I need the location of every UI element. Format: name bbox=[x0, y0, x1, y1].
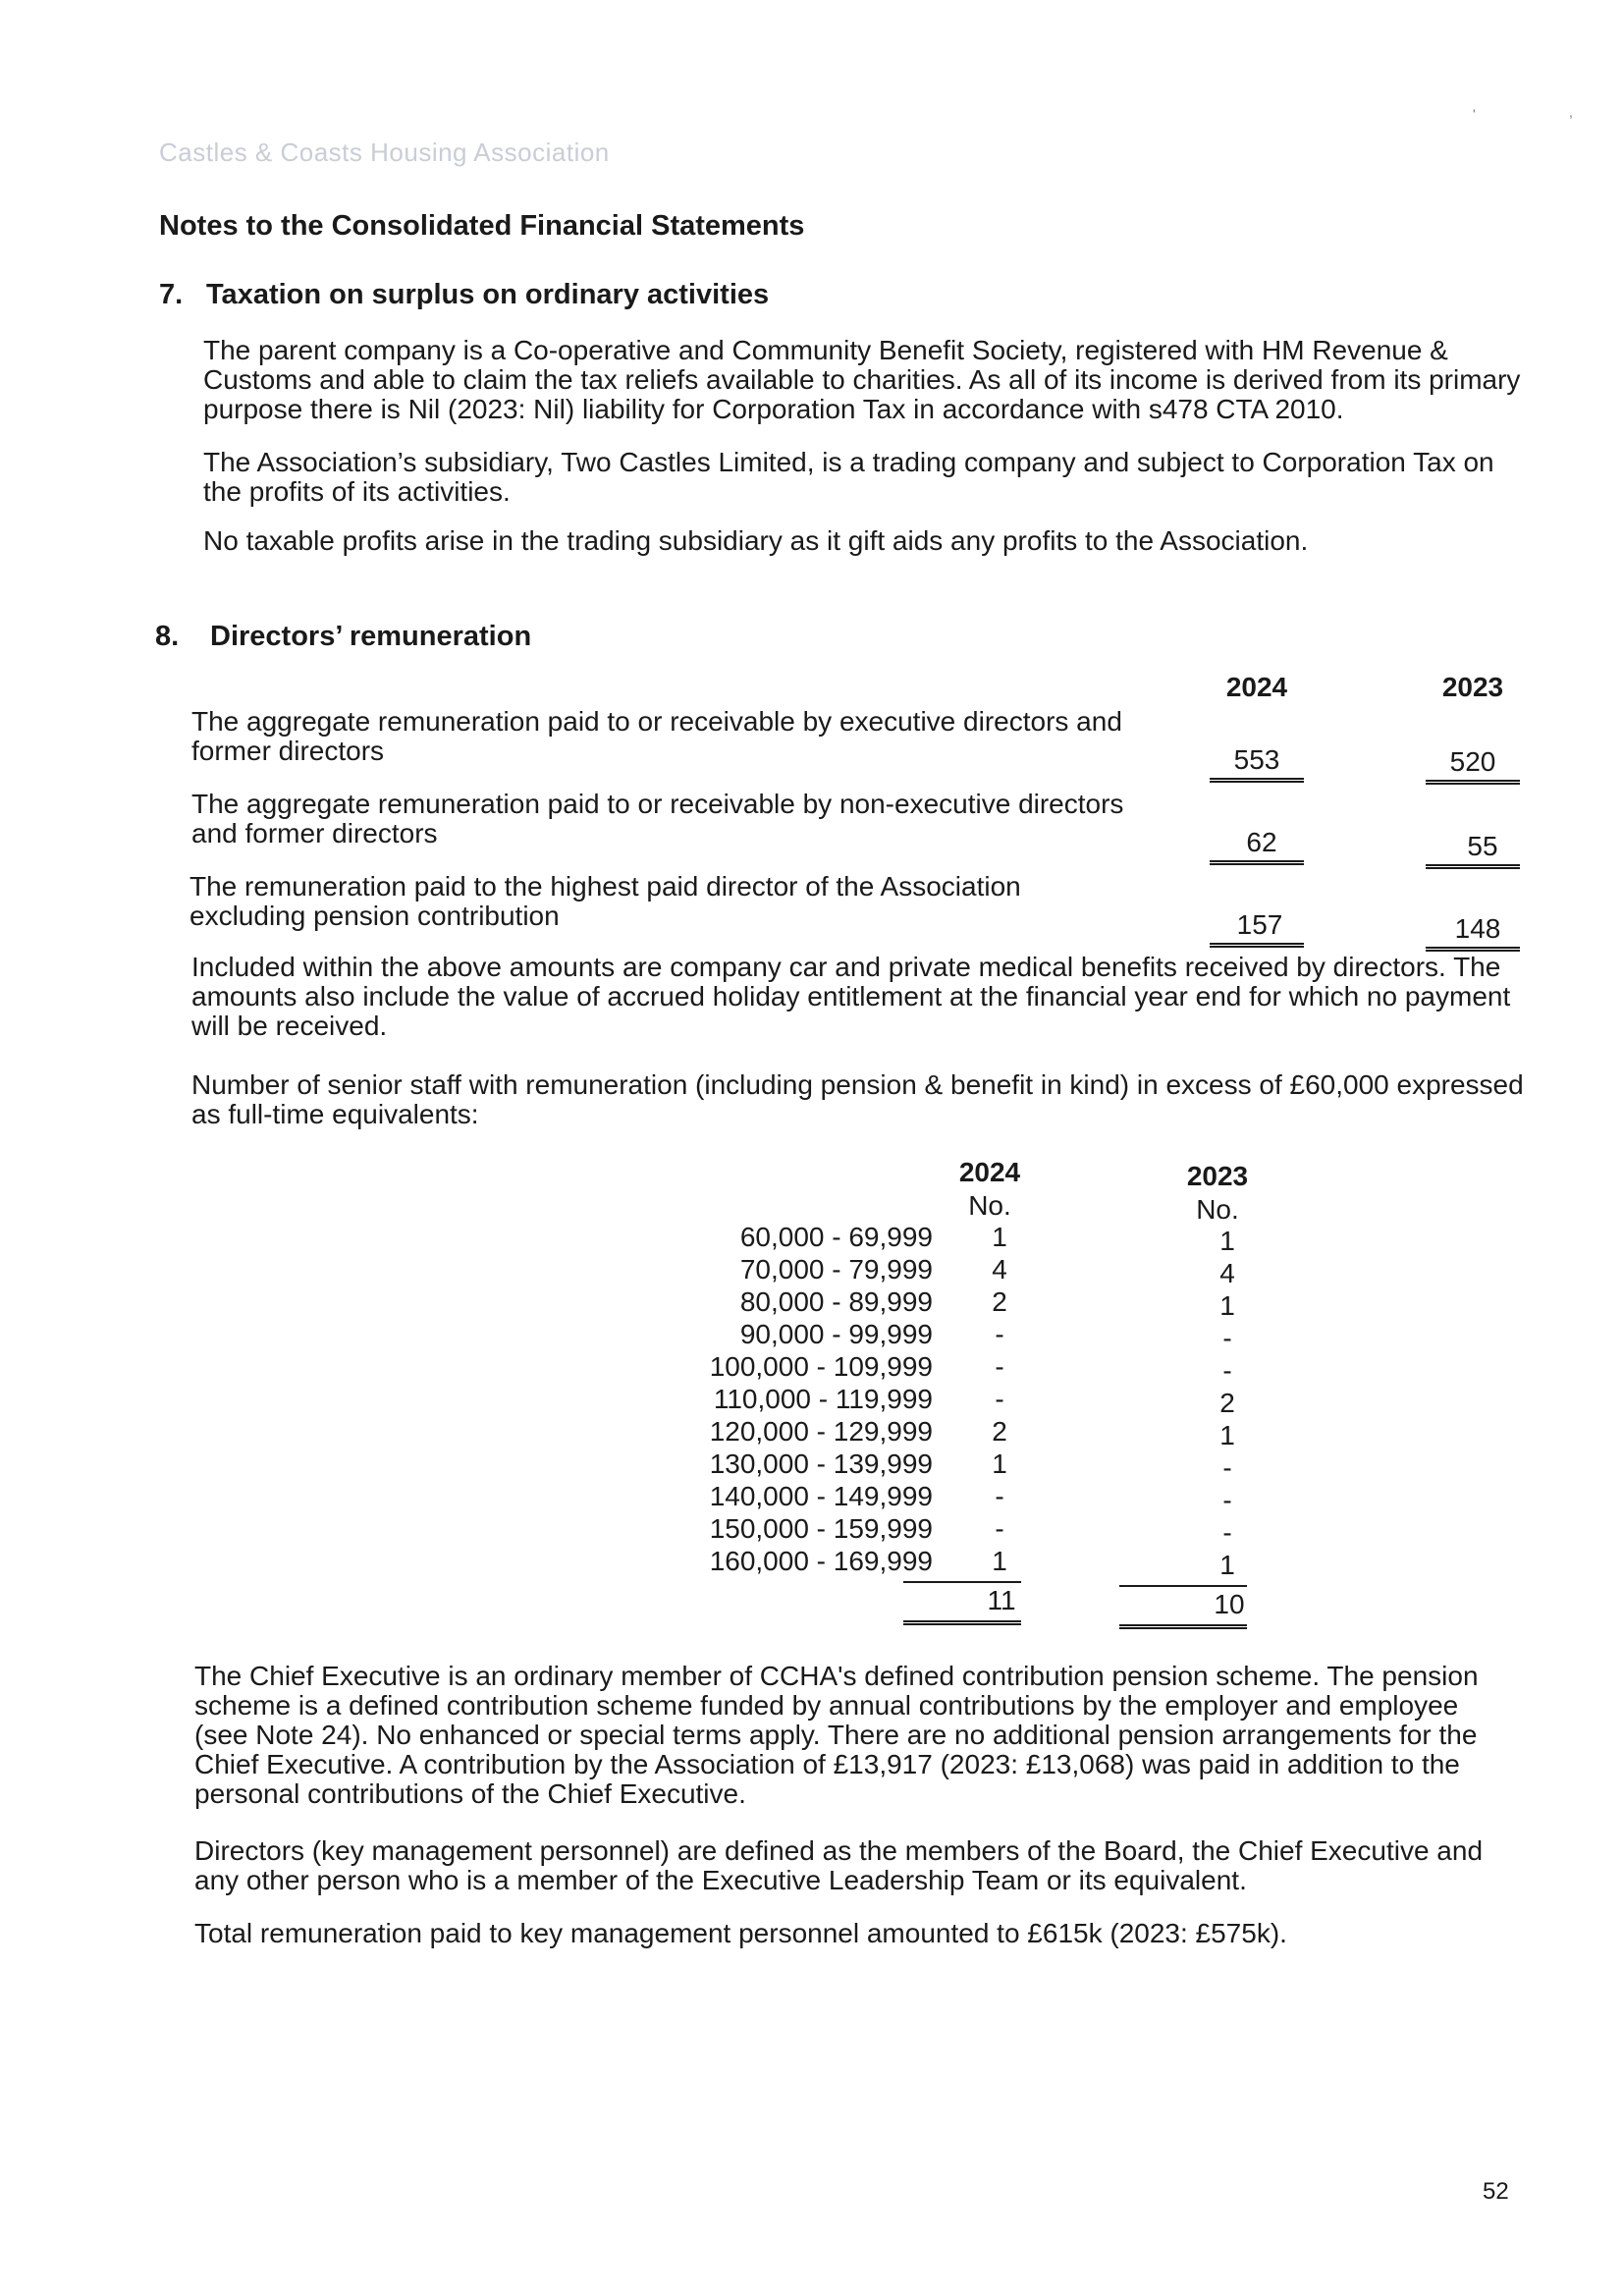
band-label: 70,000 - 79,999 bbox=[739, 1254, 933, 1285]
band-total-2023: 10 bbox=[1214, 1589, 1245, 1619]
double-underline bbox=[903, 1620, 1021, 1625]
year-header-2023: 2023 bbox=[1441, 672, 1504, 702]
band-value-2023: - bbox=[1222, 1323, 1232, 1353]
note-8-number: 8. bbox=[155, 621, 180, 652]
band-label: 60,000 - 69,999 bbox=[739, 1222, 933, 1252]
table-row bbox=[530, 1513, 1325, 1547]
table-row bbox=[530, 1319, 1325, 1352]
band-label: 120,000 - 129,999 bbox=[709, 1416, 933, 1447]
note-8-title: Directors’ remuneration bbox=[210, 621, 532, 652]
band-year-2024: 2024 bbox=[958, 1157, 1021, 1187]
band-label: 140,000 - 149,999 bbox=[709, 1481, 933, 1511]
subtotal-rule bbox=[1119, 1585, 1247, 1587]
double-underline bbox=[1210, 860, 1304, 865]
double-underline bbox=[1210, 943, 1304, 948]
band-value-2024: 1 bbox=[992, 1222, 1007, 1252]
scan-speck: , bbox=[1569, 104, 1573, 120]
table-row bbox=[530, 1286, 1325, 1320]
band-unit-2023: No. bbox=[1196, 1194, 1239, 1225]
remuneration-row-label: The aggregate remuneration paid to or receivable by executive directors and former directors bbox=[191, 706, 1122, 766]
band-value-2023: 2 bbox=[1219, 1388, 1235, 1418]
note-7-paragraph: The parent company is a Co-operative and Community Benefit Society, registered with HM Revenue & Customs and able to claim the tax reliefs available to charities. As all of its income is derived from its primary purpose there is Nil (2023: Nil) liability for Corporation Tax in accordance with s478 CTA 2010. bbox=[203, 335, 1521, 424]
remuneration-value-2024: 157 bbox=[1236, 909, 1283, 940]
band-value-2023: - bbox=[1222, 1355, 1232, 1386]
band-value-2023: 1 bbox=[1219, 1290, 1235, 1321]
band-value-2024: - bbox=[995, 1351, 1004, 1382]
band-year-2023: 2023 bbox=[1186, 1161, 1249, 1191]
band-value-2024: - bbox=[995, 1319, 1004, 1349]
band-value-2023: - bbox=[1222, 1485, 1232, 1515]
note-7-title: Taxation on surplus on ordinary activities bbox=[206, 279, 770, 310]
note-7-paragraph: The Association’s subsidiary, Two Castles Limited, is a trading company and subject to Corporation Tax on the profits of its activities. bbox=[203, 447, 1494, 507]
table-row bbox=[530, 1449, 1325, 1482]
organisation-name: Castles & Coasts Housing Association bbox=[159, 137, 610, 167]
band-value-2023: 1 bbox=[1219, 1420, 1235, 1450]
band-value-2024: 1 bbox=[992, 1449, 1007, 1479]
band-value-2024: 1 bbox=[992, 1546, 1007, 1576]
band-unit-2024: No. bbox=[968, 1190, 1011, 1221]
remuneration-row-label: The remuneration paid to the highest paid director of the Association excluding pension contribution bbox=[189, 871, 1021, 931]
included-paragraph: Included within the above amounts are company car and private medical benefits received by directors. The amounts also include the value of accrued holiday entitlement at the financial year end for which no payment will be received. bbox=[191, 952, 1511, 1041]
scan-speck: ' bbox=[1473, 106, 1476, 122]
table-row bbox=[530, 1384, 1325, 1417]
senior-staff-paragraph: Number of senior staff with remuneration (including pension & benefit in kind) in excess of £60,000 expressed as full-time equivalents: bbox=[191, 1069, 1524, 1129]
band-label: 90,000 - 99,999 bbox=[739, 1319, 933, 1349]
remuneration-value-2024: 553 bbox=[1233, 744, 1280, 775]
band-label: 150,000 - 159,999 bbox=[709, 1513, 933, 1544]
double-underline bbox=[1426, 780, 1520, 785]
band-value-2024: - bbox=[995, 1384, 1004, 1414]
table-row bbox=[530, 1254, 1325, 1287]
band-value-2023: - bbox=[1222, 1452, 1232, 1483]
remuneration-value-2023: 148 bbox=[1454, 913, 1501, 944]
note-7-paragraph: No taxable profits arise in the trading subsidiary as it gift aids any profits to the Association. bbox=[203, 525, 1309, 556]
band-label: 130,000 - 139,999 bbox=[709, 1449, 933, 1479]
table-row bbox=[530, 1546, 1325, 1579]
band-label: 80,000 - 89,999 bbox=[739, 1286, 933, 1317]
page-number: 52 bbox=[1483, 2178, 1509, 2205]
year-header-2024: 2024 bbox=[1225, 672, 1288, 702]
table-row bbox=[530, 1351, 1325, 1385]
double-underline bbox=[1119, 1624, 1247, 1629]
remuneration-value-2023: 520 bbox=[1449, 746, 1496, 777]
remuneration-row-label: The aggregate remuneration paid to or receivable by non-executive directors and former directors bbox=[191, 789, 1124, 848]
band-value-2024: - bbox=[995, 1513, 1004, 1544]
table-row bbox=[530, 1481, 1325, 1514]
remuneration-value-2023: 55 bbox=[1467, 831, 1498, 861]
band-value-2023: 4 bbox=[1219, 1258, 1235, 1288]
note-7-number: 7. bbox=[159, 279, 184, 310]
subtotal-rule bbox=[903, 1581, 1021, 1583]
total-remuneration-paragraph: Total remuneration paid to key management personnel amounted to £615k (2023: £575k). bbox=[194, 1918, 1287, 1948]
band-value-2023: - bbox=[1222, 1517, 1232, 1548]
key-management-paragraph: Directors (key management personnel) are defined as the members of the Board, the Chief Executive and any other person who is a member of the Executive Leadership Team or its equivalent. bbox=[194, 1835, 1484, 1895]
band-value-2024: 4 bbox=[992, 1254, 1007, 1285]
remuneration-value-2024: 62 bbox=[1246, 827, 1277, 857]
band-label: 100,000 - 109,999 bbox=[709, 1351, 933, 1382]
band-value-2023: 1 bbox=[1219, 1550, 1235, 1580]
band-value-2024: - bbox=[995, 1481, 1004, 1511]
double-underline bbox=[1210, 778, 1304, 783]
double-underline bbox=[1426, 864, 1520, 869]
chief-executive-paragraph: The Chief Executive is an ordinary member of CCHA's defined contribution pension scheme. The pension scheme is a defined contribution scheme funded by annual contributions by the employer and employee (see Note 24). No enhanced or special terms apply. There are no additional pension arrangements for the Chief Executive. A contribution by the Association of £13,917 (2023: £13,068) was paid in addition to the personal contributions of the Chief Executive. bbox=[194, 1661, 1479, 1809]
band-label: 110,000 - 119,999 bbox=[713, 1384, 933, 1414]
table-row bbox=[530, 1222, 1325, 1255]
page-title: Notes to the Consolidated Financial Statements bbox=[159, 210, 805, 242]
band-total-2024: 11 bbox=[987, 1585, 1016, 1615]
table-row bbox=[530, 1416, 1325, 1449]
band-value-2023: 1 bbox=[1219, 1226, 1235, 1256]
band-value-2024: 2 bbox=[992, 1416, 1007, 1447]
band-label: 160,000 - 169,999 bbox=[709, 1546, 933, 1576]
band-value-2024: 2 bbox=[992, 1286, 1007, 1317]
band-table bbox=[530, 1222, 1325, 1634]
